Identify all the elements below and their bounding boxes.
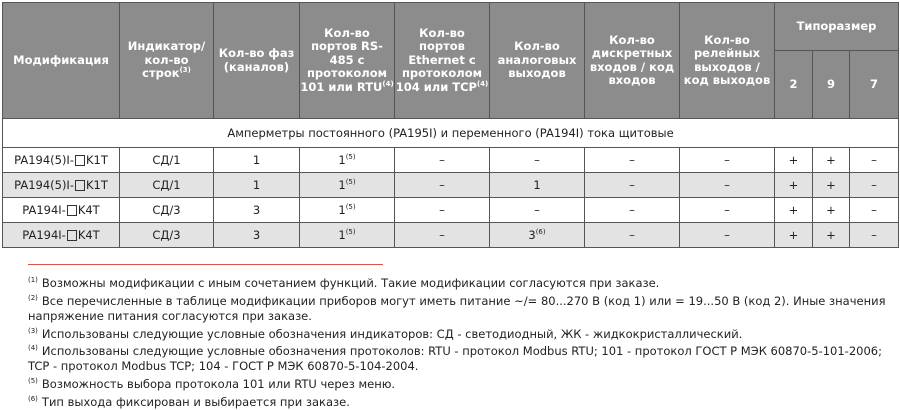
code-placeholder-box (67, 230, 77, 241)
indicator-cell: СД/3 (120, 223, 214, 248)
section-title: Амперметры постоянного (PA195I) и переменного (PA194I) тока щитовые (3, 119, 899, 148)
code-placeholder-box (75, 155, 85, 166)
relay-cell: – (680, 148, 775, 173)
header-analog-outputs: Кол-во аналоговых выходов (490, 3, 585, 119)
indicator-cell: СД/1 (120, 148, 214, 173)
modification-cell: PA194I- K4T (3, 223, 120, 248)
indicator-cell: СД/3 (120, 198, 214, 223)
discrete-cell: – (585, 223, 680, 248)
analog-cell: – (490, 148, 585, 173)
footnote: $^{(3)}$ Использованы следующие условные обозначения индикаторов: СД - светодиодный, ЖК - жидкокристаллический. (28, 326, 743, 341)
size-7-cell: – (850, 223, 899, 248)
ethernet-cell: – (395, 223, 490, 248)
size-2-cell: + (775, 173, 813, 198)
ethernet-cell: – (395, 173, 490, 198)
header-size-2: 2 (775, 51, 813, 119)
discrete-cell: – (585, 173, 680, 198)
relay-cell: – (680, 223, 775, 248)
header-phases: Кол-во фаз (каналов) (214, 3, 300, 119)
size-2-cell: + (775, 198, 813, 223)
code-placeholder-box (67, 205, 77, 216)
phases-cell: 1 (214, 173, 300, 198)
table-row (3, 148, 899, 173)
rs485-cell: 1$^{(5)}$ (300, 198, 395, 223)
modification-cell: PA194I- K4T (3, 198, 120, 223)
modification-cell: PA194(5)I- K1T (3, 148, 120, 173)
header-size-9: 9 (813, 51, 850, 119)
size-9-cell: + (813, 198, 850, 223)
phases-cell: 1 (214, 148, 300, 173)
header-modification: Модификация (3, 3, 120, 119)
size-2-cell: + (775, 148, 813, 173)
specification-table (2, 2, 899, 248)
header-relay-outputs: Кол-во релейных выходов / код выходов (680, 3, 775, 119)
table-row (3, 223, 899, 248)
header-size: Типоразмер (775, 3, 899, 51)
relay-cell: – (680, 173, 775, 198)
phases-cell: 3 (214, 198, 300, 223)
footnote: $^{(4)}$ Использованы следующие условные обозначения протоколов: RTU - протокол Modbus RTU; 101 - протокол ГОСТ Р МЭК 60870-5-101-2006; TCP - протокол Modbus TCP; 104 - ГОСТ Р МЭК 60870-5-104-2004. (28, 344, 882, 374)
discrete-cell: – (585, 198, 680, 223)
size-9-cell: + (813, 223, 850, 248)
footnotes (28, 264, 896, 410)
footnote: $^{(6)}$ Тип выхода фиксирован и выбирается при заказе. (28, 394, 350, 409)
size-9-cell: + (813, 173, 850, 198)
discrete-cell: – (585, 148, 680, 173)
rs485-cell: 1$^{(5)}$ (300, 173, 395, 198)
footnote: $^{(1)}$ Возможны модификации с иным сочетанием функций. Такие модификации согласуются при заказе. (28, 275, 660, 290)
size-9-cell: + (813, 148, 850, 173)
ethernet-cell: – (395, 198, 490, 223)
footnote: $^{(5)}$ Возможность выбора протокола 101 или RTU через меню. (28, 377, 396, 392)
phases-cell: 3 (214, 223, 300, 248)
indicator-cell: СД/1 (120, 173, 214, 198)
size-7-cell: – (850, 198, 899, 223)
rs485-cell: 1$^{(5)}$ (300, 148, 395, 173)
header-size-7: 7 (850, 51, 899, 119)
header-rs485: Кол-во портов RS-485 с протоколом 101 или RTU$^{(4)}$ (300, 3, 395, 119)
rs485-cell: 1$^{(5)}$ (300, 223, 395, 248)
header-discrete-inputs: Кол-во дискретных входов / код входов (585, 3, 680, 119)
analog-cell: 3$^{(6)}$ (490, 223, 585, 248)
header-indicator: Индикатор/ кол-во строк$^{(3)}$ (120, 3, 214, 119)
table-row (3, 173, 899, 198)
relay-cell: – (680, 198, 775, 223)
footnote: $^{(2)}$ Все перечисленные в таблице модификации приборов могут иметь питание ~/= 80...270 В (код 1) или = 19...50 В (код 2). Иные значения напряжение питания согласуются при заказе. (28, 293, 886, 323)
size-2-cell: + (775, 223, 813, 248)
modification-cell: PA194(5)I- K1T (3, 173, 120, 198)
footnote-divider (28, 264, 383, 265)
ethernet-cell: – (395, 148, 490, 173)
code-placeholder-box (75, 180, 85, 191)
size-7-cell: – (850, 173, 899, 198)
size-7-cell: – (850, 148, 899, 173)
header-ethernet: Кол-во портов Ethernet с протоколом 104 или TCP$^{(4)}$ (395, 3, 490, 119)
analog-cell: – (490, 198, 585, 223)
table-row (3, 198, 899, 223)
analog-cell: 1 (490, 173, 585, 198)
